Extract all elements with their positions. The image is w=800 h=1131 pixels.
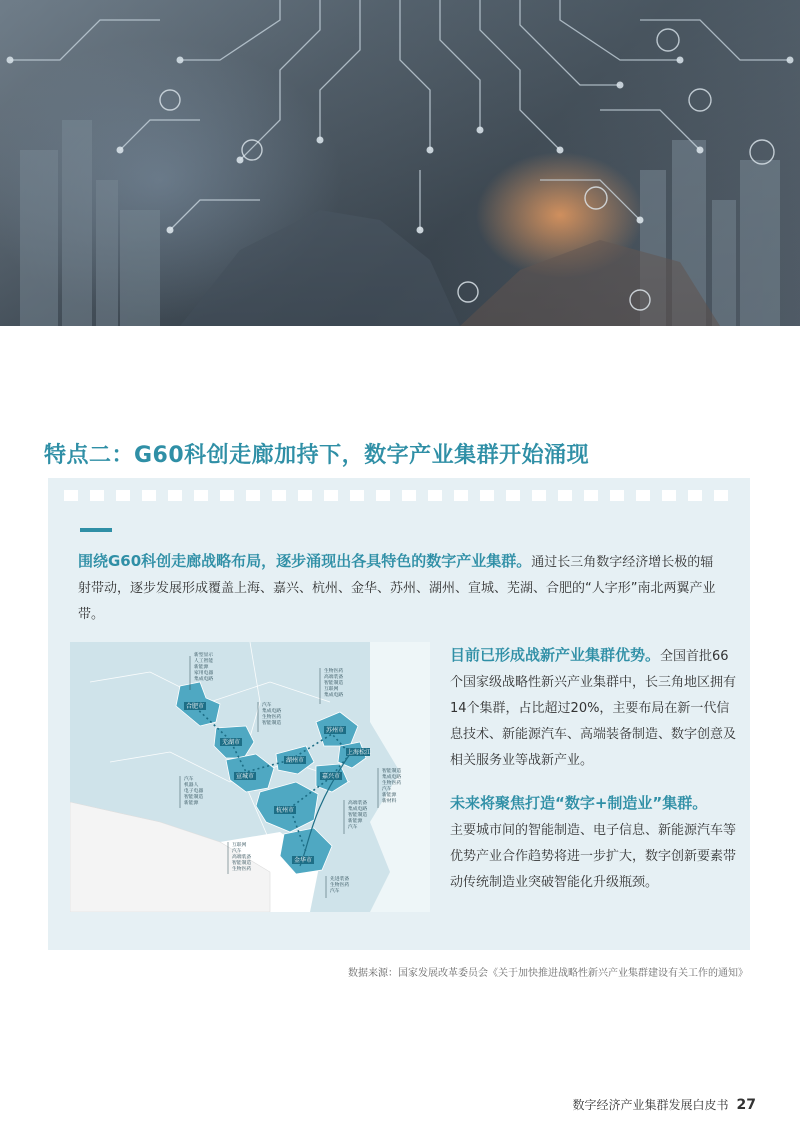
industry-label: 新型显示 <box>194 653 214 658</box>
paragraph-body: 主要城市间的智能制造、电子信息、新能源汽车等优势产业合作趋势将进一步扩大，数字创新要素带动传统制造业突破智能化升级瓶颈。 <box>450 823 737 890</box>
paragraph-body: 全国首批66个国家级战略性新兴产业集群中，长三角地区拥有14个集群，占比超过20%，主要布局在新一代信息技术、新能源汽车、高端装备制造、数字创意及相关服务业等战新产业。 <box>450 649 737 768</box>
page-footer <box>573 1096 757 1113</box>
industry-label: 新材料 <box>382 799 397 804</box>
city-label: 湖州市 <box>286 757 305 764</box>
section-title: 特点二：G60科创走廊加持下，数字产业集群开始涌现 <box>44 443 590 468</box>
data-source-note: 数据来源：国家发展改革委员会《关于加快推进战略性新兴产业集群建设有关工作的通知》 <box>348 968 748 979</box>
city-label: 嘉兴市 <box>322 773 341 780</box>
industry-label: 智能制造 <box>324 681 344 686</box>
industry-label: 高端装备 <box>324 675 344 680</box>
industry-label: 互联网 <box>232 843 247 848</box>
industry-label: 机器人 <box>184 783 199 788</box>
industry-label: 智能制造 <box>232 861 252 866</box>
paragraph-future-focus <box>450 790 740 896</box>
paragraph-current-advantage <box>450 642 740 774</box>
circuit-overlay <box>0 0 800 326</box>
industry-label: 智能制造 <box>184 795 204 800</box>
city-label: 杭州市 <box>276 807 295 814</box>
industry-label: 汽车 <box>184 777 194 782</box>
industry-label: 高端装备 <box>348 801 368 806</box>
industry-label: 集成电路 <box>348 807 368 812</box>
industry-label: 汽车 <box>382 787 392 792</box>
city-label: 芜湖市 <box>222 739 241 746</box>
paragraph-lead: 目前已形成战新产业集群优势。 <box>450 646 661 664</box>
industry-label: 人工智能 <box>194 659 214 664</box>
map-svg <box>70 642 430 912</box>
industry-label: 汽车 <box>262 703 272 708</box>
industry-label: 集成电路 <box>382 775 402 780</box>
industry-label: 电子电器 <box>184 789 204 794</box>
intro-paragraph <box>78 548 726 628</box>
industry-label: 生物医药 <box>330 883 350 888</box>
industry-label: 汽车 <box>232 849 242 854</box>
decorative-perforation <box>64 490 744 502</box>
accent-bar <box>80 528 112 532</box>
industry-label: 生物医药 <box>382 781 402 786</box>
industry-label: 互联网 <box>324 687 339 692</box>
industry-label: 新能源 <box>382 793 397 798</box>
hero-image <box>0 0 800 326</box>
industry-label: 智能制造 <box>262 721 282 726</box>
industry-label: 生物医药 <box>262 715 282 720</box>
industry-label: 高端装备 <box>232 855 252 860</box>
industry-label: 集成电路 <box>324 693 344 698</box>
industry-label: 家用电器 <box>194 671 214 676</box>
industry-label: 生物医药 <box>232 867 252 872</box>
industry-label: 汽车 <box>348 825 358 830</box>
industry-label: 新能源 <box>348 819 363 824</box>
city-label: 苏州市 <box>326 727 345 734</box>
paragraph-lead: 未来将聚焦打造“数字+制造业”集群。 <box>450 794 708 812</box>
industry-label: 智能制造 <box>348 813 368 818</box>
intro-body: 通过长三角数字经济增长极的辐射带动，逐步发展形成覆盖上海、嘉兴、杭州、金华、苏州、湖州、宣城、芜湖、合肥的“人字形”南北两翼产业带。 <box>78 555 716 622</box>
industry-label: 先进装备 <box>330 877 350 882</box>
industry-label: 汽车 <box>330 889 340 894</box>
g60-corridor-map <box>70 642 430 912</box>
industry-label: 集成电路 <box>262 709 282 714</box>
city-label: 合肥市 <box>186 703 205 710</box>
footer-title: 数字经济产业集群发展白皮书 <box>572 1098 729 1112</box>
city-label: 上海松江 <box>347 749 372 756</box>
page-number: 27 <box>736 1097 756 1113</box>
industry-label: 新能源 <box>184 801 199 806</box>
industry-label: 智能制造 <box>382 769 402 774</box>
industry-label: 新能源 <box>194 665 209 670</box>
city-label: 宣城市 <box>236 773 255 780</box>
industry-label: 生物医药 <box>324 669 344 674</box>
city-label: 金华市 <box>294 857 313 864</box>
right-column <box>450 642 740 896</box>
intro-lead: 围绕G60科创走廊战略布局，逐步涌现出各具特色的数字产业集群。 <box>78 552 532 570</box>
industry-label: 集成电路 <box>194 677 214 682</box>
